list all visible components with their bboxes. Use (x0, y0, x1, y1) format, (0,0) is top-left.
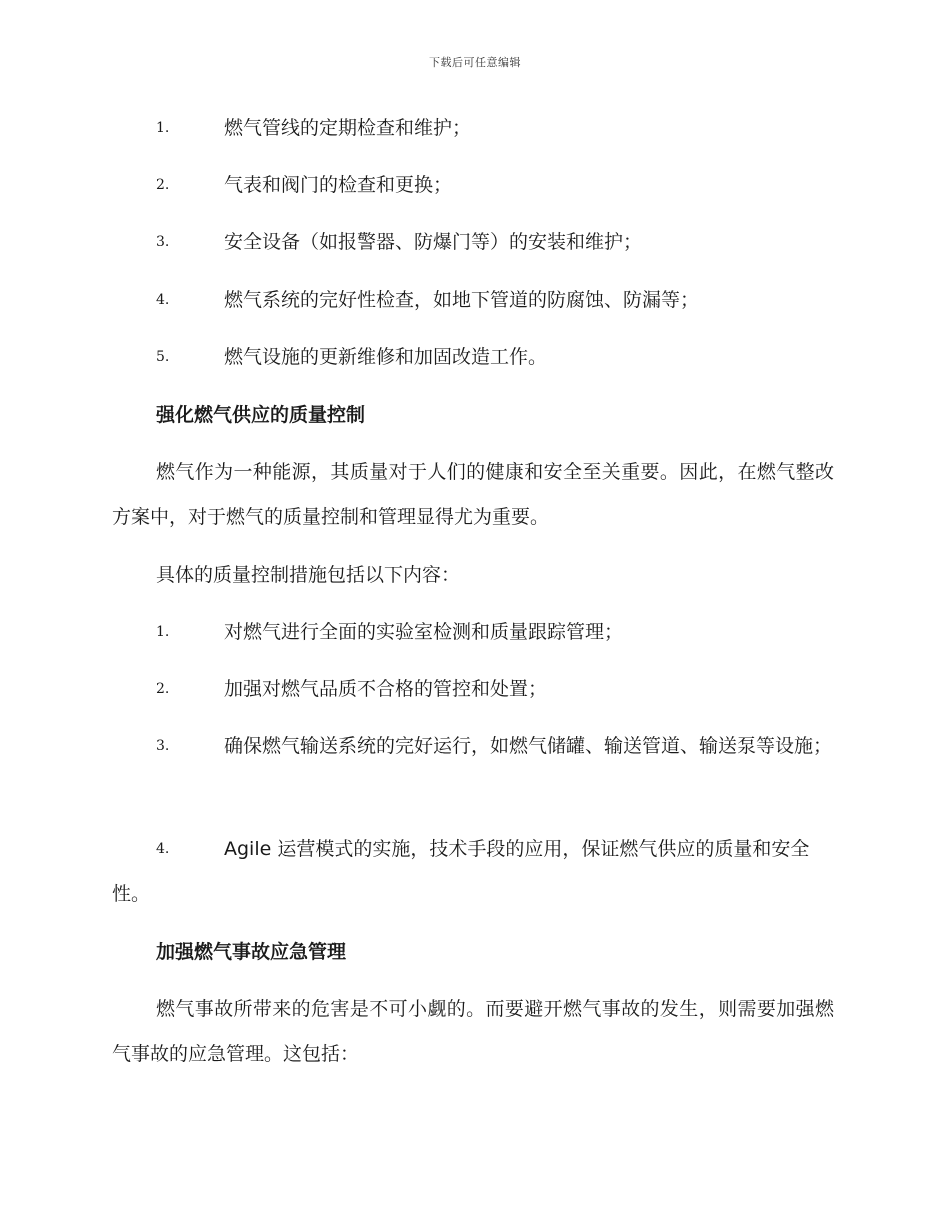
list-number: 3. (156, 234, 170, 250)
paragraph: 具体的质量控制措施包括以下内容： (156, 564, 461, 586)
list-text: 燃气管线的定期检查和维护； (224, 117, 472, 139)
list-text: 加强对燃气品质不合格的管控和处置； (224, 678, 548, 700)
section-heading: 加强燃气事故应急管理 (156, 941, 347, 963)
list-text: 对燃气进行全面的实验室检测和质量跟踪管理； (224, 621, 624, 643)
list-item (112, 724, 834, 769)
list-text: 燃气设施的更新维修和加固改造工作。 (224, 346, 548, 368)
list-item (112, 667, 834, 712)
section-heading: 强化燃气供应的质量控制 (156, 404, 366, 426)
list-item (112, 335, 834, 380)
list-number: 2. (156, 681, 170, 697)
list-number: 3. (156, 738, 170, 754)
list-number: 1. (156, 624, 170, 640)
list-item (112, 278, 834, 323)
paragraph: 燃气作为一种能源，其质量对于人们的健康和安全至关重要。因此，在燃气整改方案中，对于燃气的质量控制和管理显得尤为重要。 (112, 461, 834, 528)
list-item (112, 106, 834, 151)
list-text: 安全设备（如报警器、防爆门等）的安装和维护； (224, 231, 643, 253)
list-number: 4. (156, 841, 170, 857)
list-text: Agile 运营模式的实施，技术手段的应用，保证燃气供应的质量和安全性。 (112, 838, 810, 905)
list-number: 5. (156, 349, 170, 365)
list-text: 确保燃气输送系统的完好运行，如燃气储罐、输送管道、输送泵等设施； (224, 735, 833, 757)
list-text: 燃气系统的完好性检查，如地下管道的防腐蚀、防漏等； (224, 289, 700, 311)
list-item (112, 163, 834, 208)
list-number: 2. (156, 177, 170, 193)
paragraph: 燃气事故所带来的危害是不可小觑的。而要避开燃气事故的发生，则需要加强燃气事故的应急管理。这包括： (112, 998, 834, 1065)
list-item (112, 610, 834, 655)
list-item (112, 827, 834, 917)
list-text: 气表和阀门的检查和更换； (224, 174, 453, 196)
list-number: 1. (156, 120, 170, 136)
list-number: 4. (156, 292, 170, 308)
list-item (112, 220, 834, 265)
page-header: 下载后可任意编辑 (429, 56, 521, 69)
